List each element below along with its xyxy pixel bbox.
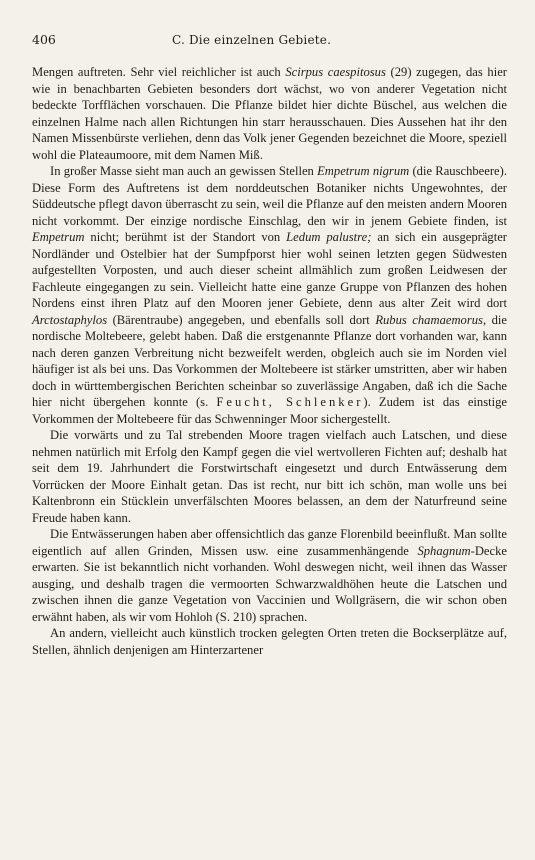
paragraph: [32, 64, 507, 163]
text-run: Mengen auftreten. Sehr viel reichlicher ist auch: [32, 65, 286, 79]
running-head: [32, 32, 507, 50]
paragraph: [32, 625, 507, 658]
text-run: (Bärentraube) angegeben, und ebenfalls soll dort: [107, 312, 376, 327]
italic-term: Scirpus caespitosus: [285, 65, 386, 79]
text-run: ). Zudem ist das einstige Vorkommen der Moltebeere für das Schwenninger Moor sichergestellt.: [32, 395, 507, 426]
text-run: An andern, vielleicht auch künstlich trocken gelegten Orten treten die Bockserplätze auf, Stellen, ähnlich denjenigen am Hinterzartener: [32, 626, 507, 657]
text-run: Die Entwässerungen haben aber offensichtlich das ganze Florenbild beeinflußt. Man sollte eigentlich auf allen Grinden, Missen usw. eine zusammenhängende: [32, 527, 507, 558]
text-run: (29) zugegen, das hier wie in benachbarten Gebieten besonders dort wächst, wo von anderer Vegetation nicht bedeckte Torfflächen vorschauen. Die Pflanze bildet hier dichte Büschel, aus welchen die einzelnen Halme nach allen Richtungen hin starr herausschauen. Dies Aussehen hat ihr den Namen Missenbürste verliehen, denn das Volk jener Gegenden bezeichnet die Moore, speziell wohl die Plateaumoore, mit dem Namen Miß.: [32, 65, 507, 162]
text-run: -Decke erwarten. Sie ist bekanntlich nicht vorhanden. Wohl deswegen nicht, weil ihnen das Wasser ausging, und deshalb tragen die vermoorten Schwarzwaldhöhen heute die Latschen und zwischen ihnen die ganze Vegetation von Vaccinien und Wollgräsern, die wir schon oben erwähnt haben, als wir vom Hohloh (S. 210) sprachen.: [32, 543, 507, 624]
paragraph: [32, 526, 507, 625]
paragraph: [32, 163, 507, 427]
italic-term: Arctostaphylos: [32, 312, 108, 327]
body-text: [32, 64, 507, 658]
section-title: C. Die einzelnen Gebiete.: [172, 33, 332, 47]
text-run: nicht; berühmt ist der Standort von: [84, 230, 287, 244]
italic-term: Rubus chamaemorus,: [375, 312, 487, 327]
text-run: die nordische Moltebeere, gelebt haben. Daß die erstgenannte Pflanze dort vorhanden war, kann nach deren ganzen Verbreitung nicht bezweifelt werden, obgleich auch sie im Norden viel häufiger ist als bei uns. Das Vorkommen der Moltebeere ist stärker umstritten, aber wir haben doch in württembergischen Berichten scheinbar so zuverlässige Angaben, daß ich die Sache hier nicht übergehen konnte (s.: [32, 312, 507, 409]
italic-term: Sphagnum: [417, 543, 471, 558]
paragraph: [32, 427, 507, 526]
italic-term: Empetrum: [32, 230, 85, 244]
text-run: In großer Masse sieht man auch an gewissen Stellen: [50, 164, 318, 178]
text-run: Die vorwärts und zu Tal strebenden Moore tragen vielfach auch Latschen, und diese nehmen natürlich mit Erfolg den Kampf gegen die viel wertvolleren Fichten auf; deshalb hat seit dem 19. Jahrhundert die Forstwirtschaft eingesetzt und durch Entwässerung dem Vorrücken der Moore Einhalt getan. Das ist recht, nur bitt ich schön, man wolle uns bei Kaltenbronn ein Stücklein unverfälschten Moores belassen, an dem der Naturfreund seine Freude haben kann.: [32, 428, 507, 525]
italic-term: Empetrum nigrum: [317, 164, 410, 178]
text-run: an sich ein ausgeprägter Nordländer und Ostelbier hat der Sumpfporst hier wohl seinen letzten gegen Südwesten aufgestellten Vorposten, und auch dieser scheint allmählich zum großen Leidwesen der Fachleute eingegangen zu sein. Vielleicht hatte eine ganze Gruppe von Pflanzen des hohen Nordens einst ihren Platz auf den Mooren jener Gebiete, denn aus alter Zeit wird dort: [32, 230, 507, 310]
spaced-author-names: Feucht, Schlenker: [216, 395, 364, 409]
page-number: 406: [32, 32, 56, 47]
text-run: (die Rauschbeere). Diese Form des Auftretens ist dem norddeutschen Botaniker nichts Ungewohntes, der Süddeutsche pflegt davon überrascht zu sein, weil die Pflanze auf den meisten andern Mooren nicht vorkommt. Der einzige nordische Einschlag, den wir in jenem Gebiete finden, ist: [32, 164, 507, 228]
italic-term: Ledum palustre;: [286, 230, 372, 244]
